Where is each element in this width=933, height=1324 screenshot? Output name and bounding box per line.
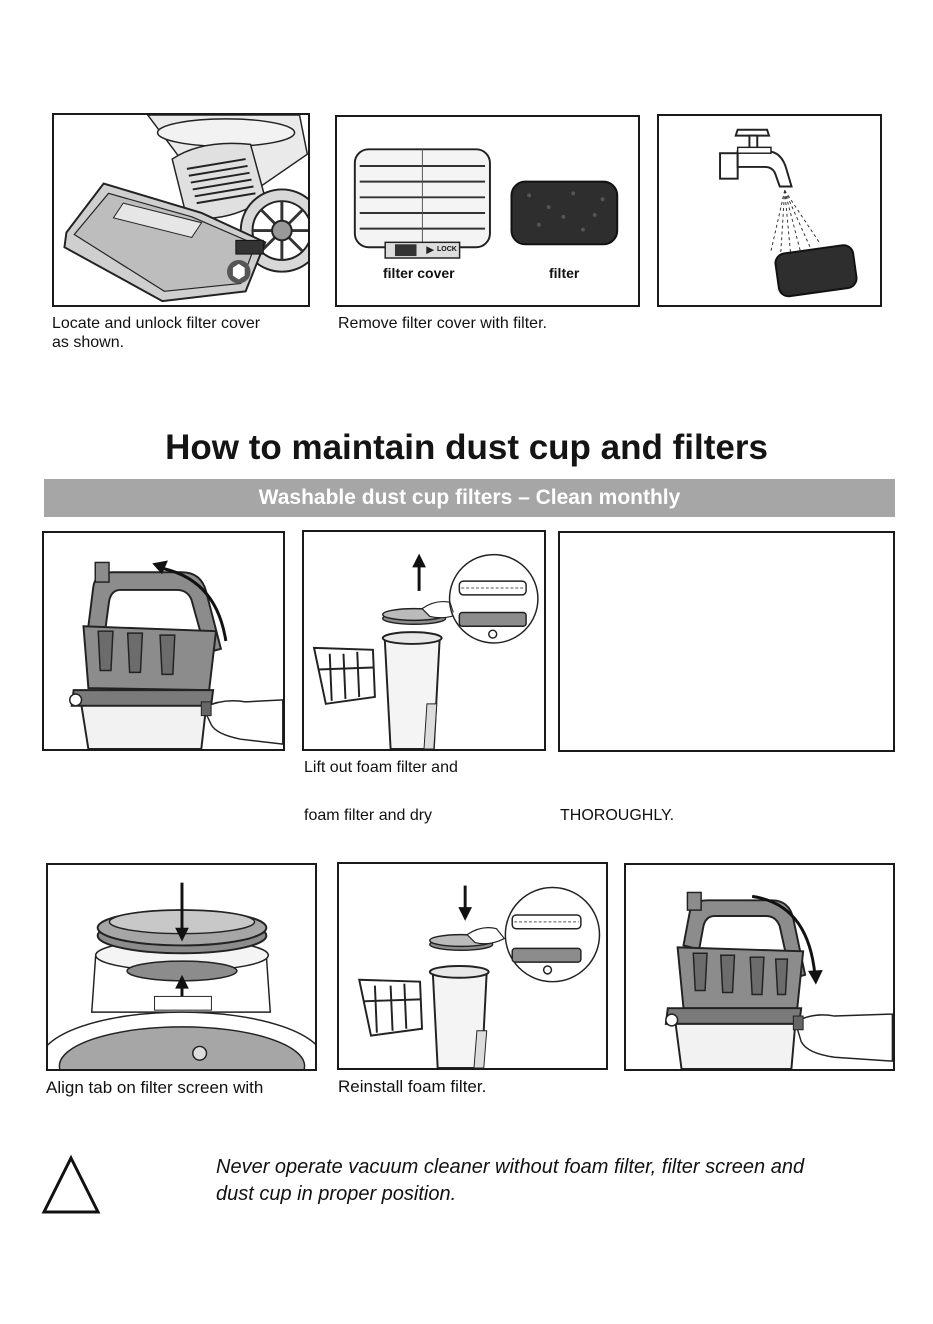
section-header-bar: Washable dust cup filters – Clean monthly [44,479,895,517]
step2-filter-cover-illustration [335,115,640,307]
filter-cover-label: filter cover [383,265,455,281]
foam-filter-lift-illustration [304,532,544,749]
warning-line1: Never operate vacuum cleaner without foam filter, filter screen and [216,1156,805,1178]
step7-align-filter-screen-illustration [46,863,317,1071]
dust-cup-remove-illustration [44,533,283,749]
step8-reinstall-foam-filter-illustration [337,862,608,1070]
step5-caption-line1: Lift out foam filter and [304,759,458,776]
step4-remove-dust-cup-illustration [42,531,285,751]
vacuum-base-illustration [54,115,308,305]
step5-lift-foam-filter-illustration [302,530,546,751]
lock-label: LOCK [437,246,457,253]
foam-filter-reinstall-illustration [339,864,606,1068]
step9-reattach-dust-cup-illustration [624,863,895,1071]
step5-caption-line2: foam filter and dry [304,807,433,824]
step6-blank-panel [558,531,895,752]
warning-message [216,1154,804,1208]
step7-caption: Align tab on filter screen with [46,1078,264,1097]
step1-caption-line1: Locate and unlock filter cover [52,315,261,332]
page-title: How to maintain dust cup and filters [165,428,768,467]
filter-label: filter [549,265,580,281]
step1-unlock-cover-illustration [52,113,310,307]
dust-cup-reattach-illustration [626,865,893,1069]
faucet-illustration [659,116,880,305]
filter-screen-align-illustration [48,865,315,1069]
step6-caption: THOROUGHLY. [560,807,675,824]
step8-caption: Reinstall foam filter. [338,1077,487,1096]
warning-triangle-icon [40,1154,102,1216]
warning-line2: dust cup in proper position. [216,1183,457,1205]
step1-caption [52,314,260,352]
step2-caption: Remove filter cover with filter. [338,315,547,332]
step1-caption-line2: as shown. [52,334,125,351]
step3-wash-filter-illustration [657,114,882,307]
